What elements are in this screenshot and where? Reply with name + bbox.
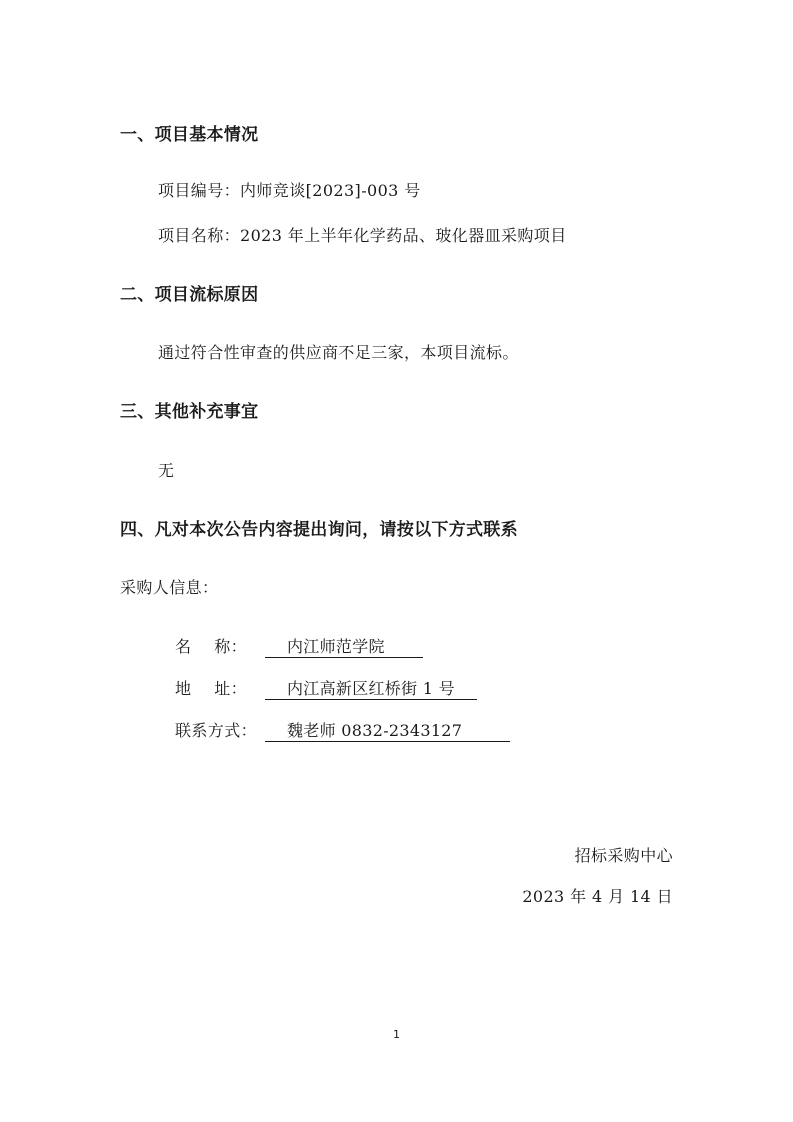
project-name: 项目名称：2023 年上半年化学药品、玻化器皿采购项目 (158, 226, 567, 245)
purchaser-name-label: 名 称： (175, 637, 247, 656)
project-number: 项目编号：内师竞谈[2023]-003 号 (158, 181, 421, 200)
signature-org: 招标采购中心 (574, 846, 673, 865)
section-4-heading: 四、凡对本次公告内容提出询问，请按以下方式联系 (120, 520, 518, 540)
purchaser-name-value: 内江师范学院 (265, 639, 423, 658)
section-3-heading: 三、其他补充事宜 (120, 402, 259, 422)
purchaser-name-row (175, 639, 423, 658)
purchaser-address-label: 地 址： (175, 679, 247, 698)
section-2-heading: 二、项目流标原因 (120, 285, 259, 305)
purchaser-contact-value: 魏老师 0832-2343127 (265, 723, 510, 742)
purchaser-contact-row (175, 723, 510, 742)
purchaser-address-value: 内江高新区红桥街 1 号 (265, 681, 477, 700)
page-number: 1 (393, 1028, 400, 1041)
purchaser-contact-label: 联系方式： (175, 721, 258, 740)
failure-reason: 通过符合性审查的供应商不足三家，本项目流标。 (158, 343, 519, 362)
signature-date: 2023 年 4 月 14 日 (522, 887, 673, 906)
purchaser-info-label: 采购人信息： (120, 578, 219, 597)
section-1-heading: 一、项目基本情况 (120, 125, 259, 145)
supplementary-notes: 无 (158, 461, 175, 480)
purchaser-address-row (175, 681, 477, 700)
